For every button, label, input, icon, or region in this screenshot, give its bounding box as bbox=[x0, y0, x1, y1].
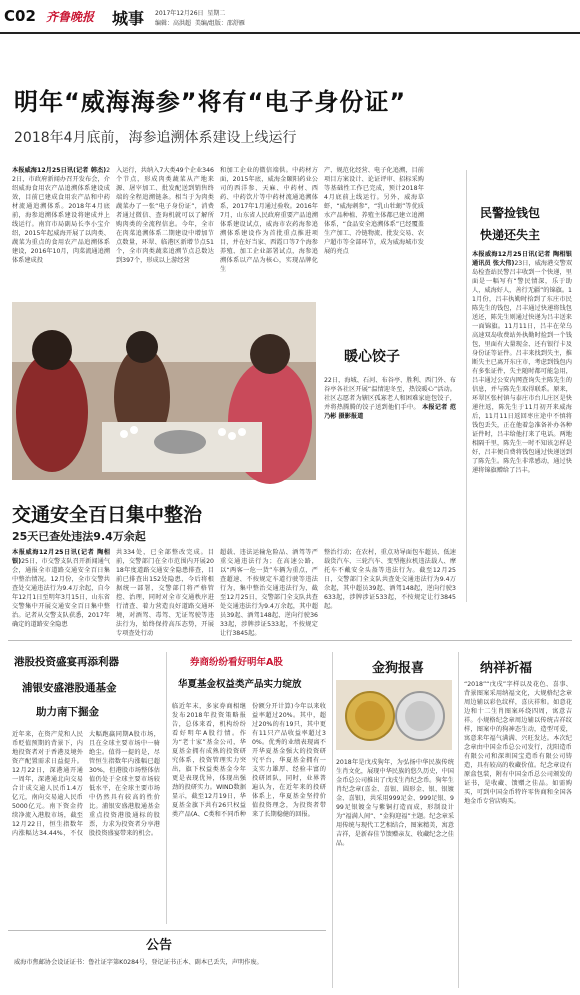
medal-illustration bbox=[336, 680, 452, 750]
wallet-article bbox=[472, 250, 572, 600]
issue-date bbox=[155, 8, 225, 17]
coin-headline: 金狗报喜 bbox=[372, 661, 425, 676]
traffic-col-1 bbox=[12, 548, 110, 628]
masthead-rule bbox=[0, 32, 580, 34]
art-headline: 纳祥祈福 bbox=[480, 661, 533, 676]
finance-divider bbox=[166, 652, 167, 924]
masthead bbox=[0, 0, 580, 40]
feature-credit: 本报记者 范乃彬 摄影报道 bbox=[324, 404, 457, 420]
traffic-col-1-text: 25日，市交警支队召开新闻通气会，通报全市道路交通安全百日集中整治情况。12月份，全市交警共查处交通违法行为9.4万余起，自今年12月1日至明年3月15日，山东省交警集中开展交通安全百日集中整治。记者从交警支队获悉，2017年确定的道路安全隐患 bbox=[12, 558, 111, 628]
lead-col-4: 产、规范化经营、电子化追溯，目前项目方案设计、论证评审、招标采购等基础性工作已完成，预计2018年4月底前上线运行。另外，威海草虾，“威海刺参”，“乳山牡蛎”等优质水产品种植、养殖主体都已建立追溯体系，“食品安全追溯体系”已经覆盖生产加工、冷链物流、批发交易、农户超市等全部环节，成为威海城市发展的亮点 bbox=[324, 167, 424, 255]
wallet-headline-1: 民警捡钱包 bbox=[480, 206, 541, 220]
finance1-headline-1: 港股投资盛宴再添利器 bbox=[14, 656, 119, 668]
finance1-headline-2: 浦银安盛港股通基金 bbox=[22, 682, 117, 694]
traffic-col-4: 整治行动；在农村，重点劝导面包车超员、低速载货汽车、三轮汽车、变型拖拉机违法载人、摩托车不戴安全头盔等违法行为。截至12月25日，交警部门全支队共查处交通违法行为9.4万余起，其中超员39起、酒驾148起，逆向行驶3633起，涉牌涉证533起，不按规定让行3845起。 bbox=[324, 549, 456, 610]
finance2-headline-2: 华夏基金权益类产品实力绽放 bbox=[178, 679, 302, 690]
coin-divider bbox=[332, 652, 333, 988]
lead-subhead: 2018年4月底前，海参追溯体系建设上线运行 bbox=[14, 130, 297, 146]
lead-col-3: 和加工企业的微信端供。中药材方面，2015年底，威海金颐阳药业公司的西洋参、天麻、中药材、西药、中药饮片等中药材流通追溯体系，2017年1月通过验收。2016年7月，山东省人民政府重要产品追溯体系建设试点，威海市农药海参追溯体系建设作为首批重点推进项目，并在好当家、西霞口等7个海参养殖、加工企业部署试点，海参追溯体系以产品为核心，实现品牌化生 bbox=[220, 167, 318, 273]
wallet-headline-2: 快递还失主 bbox=[480, 228, 541, 242]
editor-credit bbox=[155, 18, 245, 27]
notice-rule bbox=[8, 930, 326, 931]
section-rule bbox=[8, 640, 572, 641]
editor-text: 编辑：高洪超 bbox=[155, 20, 192, 27]
finance1-headline-3: 助力南下掘金 bbox=[36, 706, 99, 718]
paper-logo: 齐鲁晚报 bbox=[46, 10, 95, 24]
feature-headline: 暖心饺子 bbox=[344, 349, 400, 365]
art-divider bbox=[458, 652, 459, 988]
traffic-subhead: 25天已查处违法9.4万余起 bbox=[12, 530, 146, 543]
finance1-body: 近年来，在资产荒和人民币贬值预期的背景下，内地投资者对于香港及境外资产配置需求日益提升。12月22日，深港通开通一周年，深港通北向交易合计成交逾人民币1.4万亿元，南向交易逾人民币5000亿元。南下资金持续净流入港股市场，截至12月22日，恒生指数年内涨幅达34.44%，不仅大幅跑赢同期A股市场，且在全球主要市场中一骑绝尘。值得一提的是，尽管恒生指数年内涨幅已超30%，但港股市场整体估值仍处于全球主要市场较低水平，在全球主要市场中仍然具有较高的性价比。浦银安盛港股通基金重点投资港股通标的股票，力求为投资者分享港股投资盛宴带来的机会。 bbox=[12, 731, 160, 837]
lead-col-1-text: 22日，市政府新闻办召开发布会，介绍威海食用农产品追溯体系建设成效，目前已建成食用农产品和中药材流通追溯体系。2018年4月底前，海参追溯体系建设将建成并上线运行。南宫市局副局长李小宝介绍，2015年起威海开展了以肉类、蔬菜为重点的食用农产品追溯体系建设，2016年10月，肉菜流通追溯体系建成投 bbox=[12, 167, 110, 264]
finance2-body: 临近年末，多家券商相继发布2018年投资策略报告，总体来看，机构纷纷看好明年A股行情。作为“老十家”基金公司，华夏基金拥有成熟的投资研究体系，投资管理实力突出，旗下权益类基金今年更是表现优异，体现出强劲的投研实力。WIND数据显示，截至12月19日，华夏基金旗下共有26只权益类产品(A、C类和不同币种份额分开计算)今年以来收益率超过20%。其中，超过20%的有19只，其中更有11只产品收益率超过30%。优秀的业绩表现离不开华夏基金强大的投资研究平台，华夏基金拥有一支实力雄厚、经验丰富的投研团队，同时，业界普遍认为，在近年来的投研体系上，华夏基金坚持价值投资理念，为投资者带来了长期稳健的回报。 bbox=[172, 703, 326, 818]
wallet-body: 23日，威海港交警双岛检查站民警吕丰收到一个快递，里面是一幅写有“警民情深，乐于助人，威海好人，善行无疆”的锦旗。11月份，吕丰执勤时拾到了东庄市民陈先生的钱包，吕丰通过快递将钱包送还，陈先生则通过快递为吕丰送来一面锦旗。11月11日，吕丰在荣乌高速双岛收费站外执勤时捡到一个钱包，里面有大量现金、还有银行卡及身份证等证件。吕丰来找到失主，推断失主已离开东庄市，考虑到钱包内有多张证件，失主随时都可能急用，吕丰通过公安内网查询失主陈先生的信息，并与陈先生取得联系。原来，环翠区张村镇与泰庄市台儿庄区是快递往返，陈先生于11月初开来威海后，11月11日返回枣庄途中不慎将钱包丢失，正在他着急准备补办各种证件时，吕丰给他打来了电话。两地相隔千里，陈先生一时不知该怎样是好，吕丰便自费将钱包通过快递送到了陈先生。陈先生非常感动，通过快递将锦旗赠给了吕丰。 bbox=[472, 260, 573, 474]
traffic-dateline: 本报威海12月25日讯(记者 陶相银) bbox=[12, 549, 110, 565]
lead-col-2: 入运行，共纳入7大类49个企业346个节点，形成肉类蔬菜从产地来源、屠宰加工、批发配送到销售终端的全程追溯链条。相当于为肉类蔬菜办了一张“电子身份证”，消费者通过微信、查询机就可以了解所购肉类的全流程信息。今年，全市在肉菜追溯体系二期建设中增加节点数量，环翠、临港区新增节点51个，全市肉类蔬菜追溯节点总数达到397个，形成以上游经营 bbox=[116, 167, 214, 264]
lead-dateline: 本报威海12月25日讯(记者 韩杰) bbox=[12, 167, 107, 174]
coin-body: 2018年是戊戌狗年，为弘扬中华民族传统生肖文化，展现中华民族的悠久历史，中国金币总公司推出了戊戌生肖纪念币。狗年生肖纪念章(喜金、喜银、圆形金、银、银镀金、喜银)，共采用999足金、999足银、999足银镀金与紫铜打造而成，形制设计为“福满人间”、“金狗迎福”主题。纪念章采用传统与现代工艺相结合，图案精美，寓意吉祥，是新春佳节馈赠亲友、收藏纪念之佳品。 bbox=[336, 759, 455, 847]
weekday-text: 星期二 bbox=[207, 10, 226, 17]
column-divider bbox=[466, 170, 467, 602]
section-label: 城事 bbox=[112, 9, 145, 28]
feature-body bbox=[324, 376, 456, 446]
designer-text: 美编/组版：邵舒雁 bbox=[194, 20, 245, 27]
finance2-headline-1: 券商纷纷看好明年A股 bbox=[190, 657, 283, 668]
feature-text: 22日，海城、石河、布谷亭、胜利、西门外、布谷亭各社区开展“温情迎冬至，热饺暖心”活动。社区志愿者为辖区孤寡老人和困难家庭包饺子，并将热腾腾的饺子送到他们手中。 bbox=[324, 377, 456, 411]
volunteers-photo-illustration bbox=[12, 302, 316, 480]
wallet-dateline: 本报威海12月25日讯(记者 陶相银 通讯员 张大伟) bbox=[472, 251, 572, 267]
notice-title: 公告 bbox=[146, 938, 173, 953]
traffic-col-2: 共334处，已全部整改完成。目前，交警部门在全市范围内开展2018年度道路交通安全隐患排查，目前已排查出152处隐患，今后将根据统一部署，交警部门将严格管控、治理，同时对全市交通秩序进行清查、着力营造良好道路交通环境，对酒驾、毒驾、无证驾驶等违法行为，始终保持高压态势，开展专项查处行动 bbox=[116, 549, 214, 637]
coin-photo bbox=[336, 680, 452, 750]
lead-col-1 bbox=[12, 166, 110, 298]
date-text: 2017年12月26日 bbox=[155, 10, 204, 17]
art-body: “2018”“戊戌”字样以及花色、喜事、背景图案采用纳福文化，大规格纪念章周边辅以彩色纹样，喜庆祥和。如意花边和十二生肖图案环绕四周，寓意吉祥。小规格纪念章周边辅以传统吉祥纹样，图案中的狗神态生动，造型可爱，寓意来年福气满满、兴旺发达。本次纪念章由中国金币总公司发行，沈阳造币有限公司和深圳国宝造币有限公司铸造，具有较高的收藏价值。纪念章设有原盒包装，附有中国金币总公司颁发的证书，是收藏、馈赠之佳品。如需购买，可到中国金币特许零售商和全国各地金币专营店购买。 bbox=[464, 681, 572, 805]
page-number: C02 bbox=[4, 7, 36, 25]
notice-body: 威海市焦邮协会设证证书：鲁社证字第K0284号，登记证书正本、副本已丢失，声明作废。 bbox=[14, 959, 263, 966]
traffic-col-3: 超载、违法运输危险品、酒驾等严重交通违法行为；在高速公路，以“两客一危一货”车辆为重点，严查超速、不按规定车道行驶等违法行为，集中整治交通违法行为，截至12月25日，交警部门全支队共查处交通违法行为9.4万余起，其中超员39起、酒驾148起、逆向行驶3633起，涉牌涉证533起，不按规定让行3845起。 bbox=[220, 549, 318, 637]
dumpling-photo bbox=[12, 302, 316, 480]
traffic-headline: 交通安全百日集中整治 bbox=[12, 504, 203, 526]
lead-headline: 明年“威海海参”将有“电子身份证” bbox=[14, 88, 407, 116]
